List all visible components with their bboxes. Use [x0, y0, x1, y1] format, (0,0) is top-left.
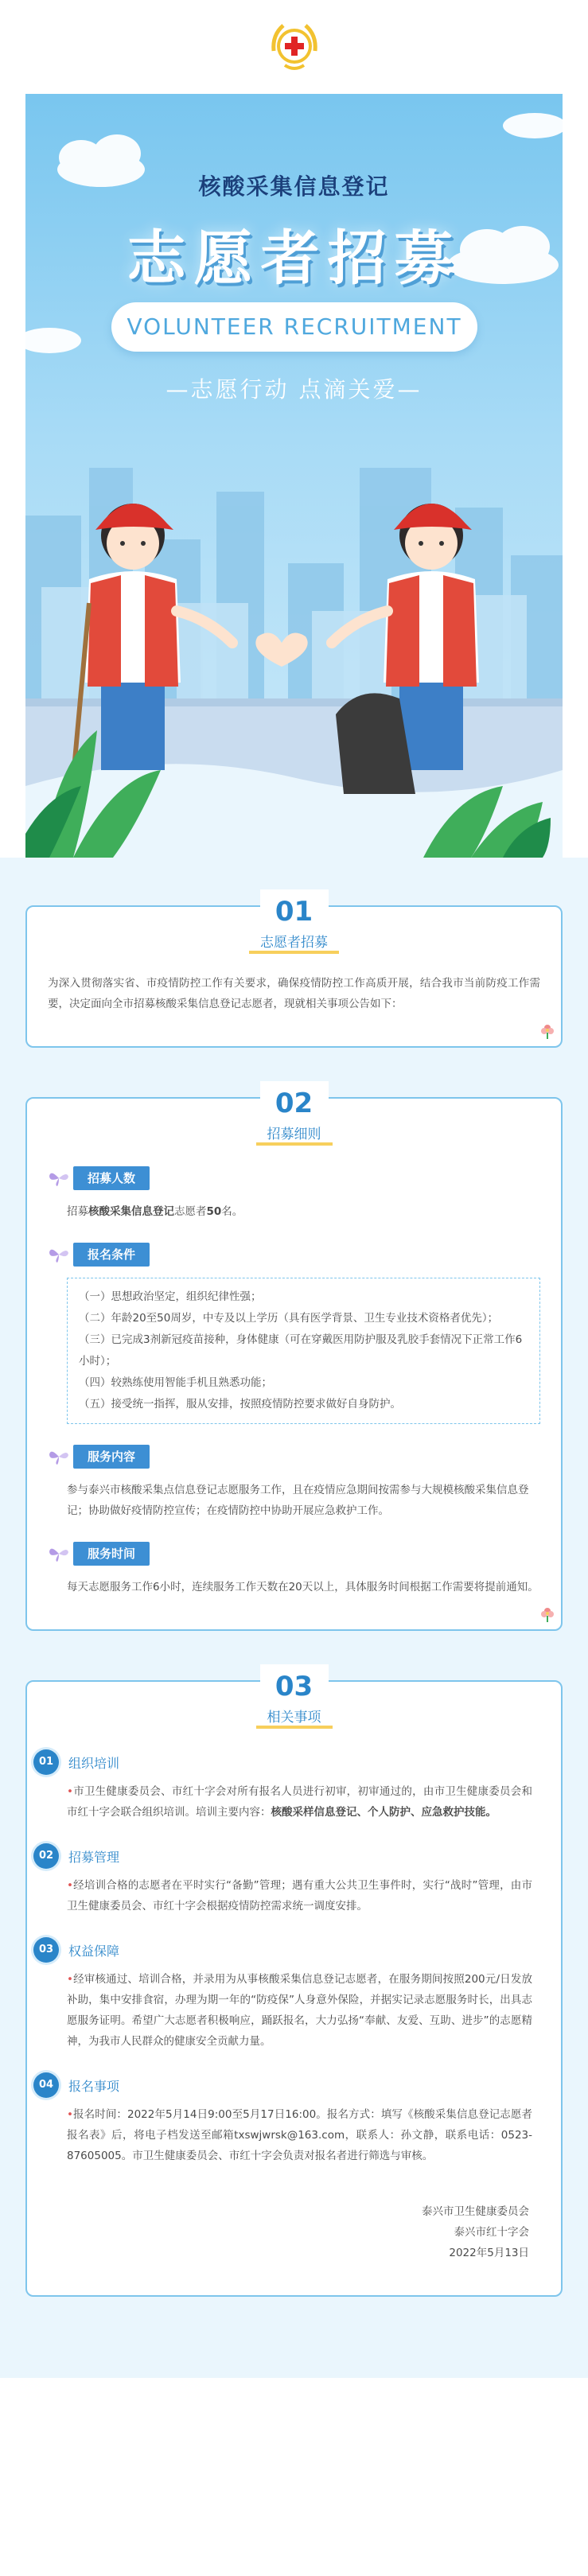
- top-strip: [0, 0, 588, 94]
- matter-text: •市卫生健康委员会、市红十字会对所有报名人员进行初审，初审通过的，由市卫生健康委员会和市红十字会联合组织培训。培训主要内容：核酸采样信息登记、个人防护、应急救护技能。: [67, 1785, 532, 1819]
- matter-title: 报名事项: [68, 2078, 120, 2094]
- label-conditions: 报名条件: [73, 1243, 150, 1267]
- flower-icon: [539, 1022, 556, 1040]
- flower-icon: [539, 1605, 556, 1623]
- red-cross-emblem-icon: [266, 16, 323, 73]
- hero-english-pill: VOLUNTEER RECRUITMENT: [111, 302, 477, 352]
- section-title: 志愿者招募: [249, 929, 339, 954]
- condition-item: （三）已完成3剂新冠疫苗接种，身体健康（可在穿戴医用防护服及乳胶手套情况下正常工作6小时）；: [79, 1333, 523, 1368]
- matter-management: [38, 1843, 540, 1916]
- card-related-matters: [25, 1671, 563, 2297]
- card-head: [48, 896, 540, 954]
- block-headcount: [48, 1166, 540, 1222]
- label-service-content: 服务内容: [73, 1445, 150, 1469]
- condition-item: （四）较熟练使用智能手机且熟悉功能；: [79, 1376, 272, 1389]
- hero-slogan: —志愿行动 点滴关爱—: [165, 376, 423, 403]
- matter-text: •经审核通过、培训合格，并录用为从事核酸采集信息登记志愿者，在服务期间按照200元/日发放补助，集中安排食宿，办理为期一年的“防疫保”人身意外保险，并据实记录志愿服务时长，出具志愿服务证明。希望广大志愿者积极响应，踊跃报名，大力弘扬“奉献、友爱、互助、进步”的志愿精神，为我市人民群众的健康安全贡献力量。: [67, 1973, 532, 2048]
- hero-subtitle: 核酸采集信息登记: [198, 173, 390, 200]
- matter-training: [38, 1749, 540, 1823]
- butterfly-icon: [48, 1448, 70, 1465]
- hero-illustration: [25, 94, 563, 858]
- butterfly-icon: [48, 1246, 70, 1263]
- matter-badge: 02: [33, 1843, 59, 1869]
- block-conditions: [48, 1243, 540, 1424]
- section-title: 招募细则: [256, 1121, 333, 1146]
- matter-title: 权益保障: [68, 1943, 120, 1959]
- matter-text: •报名时间：2022年5月14日9:00至5月17日16:00。报名方式：填写《核酸采集信息登记志愿者报名表》后，将电子档发送至邮箱txswjwrsk@163.com，联系人：孙文静，联系电话：0523-87605005。市卫生健康委员会、市红十字会负责对报名者进行筛选与审核。: [67, 2108, 532, 2162]
- signature-org-health: 泰兴市卫生健康委员会: [422, 2205, 529, 2218]
- matter-title: 组织培训: [68, 1755, 120, 1771]
- condition-item: （一）思想政治坚定，组织纪律性强；: [79, 1290, 262, 1303]
- content-area: [0, 858, 588, 2378]
- section-number: 01: [260, 889, 329, 934]
- signature-date: 2022年5月13日: [449, 2247, 529, 2259]
- card-recruitment: [25, 896, 563, 1048]
- butterfly-icon: [48, 1169, 70, 1187]
- signature-org-redcross: 泰兴市红十字会: [454, 2226, 529, 2239]
- hero-banner: [25, 94, 563, 858]
- matter-badge: 01: [33, 1749, 59, 1775]
- service-time-text: 每天志愿服务工作6小时，连续服务工作天数在20天以上，具体服务时间根据工作需要将提前通知。: [67, 1581, 539, 1593]
- signature-block: [48, 2201, 540, 2263]
- matter-text: •经培训合格的志愿者在平时实行“备勤”管理；遇有重大公共卫生事件时，实行“战时”管理，由市卫生健康委员会、市红十字会根据疫情防控需求统一调度安排。: [67, 1879, 532, 1913]
- card-details: [25, 1088, 563, 1631]
- headcount-text: 招募核酸采集信息登记志愿者50名。: [67, 1205, 243, 1218]
- service-content-text: 参与泰兴市核酸采集点信息登记志愿服务工作，且在疫情应急期间按需参与大规模核酸采集信息登记；协助做好疫情防控宣传；在疫情防控中协助开展应急救护工作。: [67, 1484, 529, 1517]
- label-service-time: 服务时间: [73, 1542, 150, 1566]
- hero-title: 志愿者招募: [127, 224, 461, 293]
- butterfly-icon: [48, 1545, 70, 1562]
- conditions-list: [67, 1278, 540, 1424]
- matter-badge: 04: [33, 2072, 59, 2098]
- matter-registration: [38, 2072, 540, 2166]
- block-service-time: [48, 1542, 540, 1597]
- condition-item: （二）年龄20至50周岁，中专及以上学历（具有医学背景、卫生专业技术资格者优先）；: [79, 1312, 499, 1325]
- section-title: 相关事项: [256, 1704, 333, 1729]
- matter-badge: 03: [33, 1937, 59, 1963]
- section-number: 02: [260, 1081, 329, 1126]
- card-head: [48, 1671, 540, 1729]
- section-number: 03: [260, 1664, 329, 1709]
- label-headcount: 招募人数: [73, 1166, 150, 1190]
- card-head: [48, 1088, 540, 1146]
- matter-title: 招募管理: [68, 1849, 120, 1865]
- matter-rights: [38, 1937, 540, 2052]
- block-service-content: [48, 1445, 540, 1521]
- intro-paragraph: 为深入贯彻落实省、市疫情防控工作有关要求，确保疫情防控工作高质开展，结合我市当前防疫工作需要，决定面向全市招募核酸采集信息登记志愿者，现就相关事项公告如下：: [48, 977, 540, 1010]
- condition-item: （五）接受统一指挥，服从安排，按照疫情防控要求做好自身防护。: [79, 1398, 401, 1411]
